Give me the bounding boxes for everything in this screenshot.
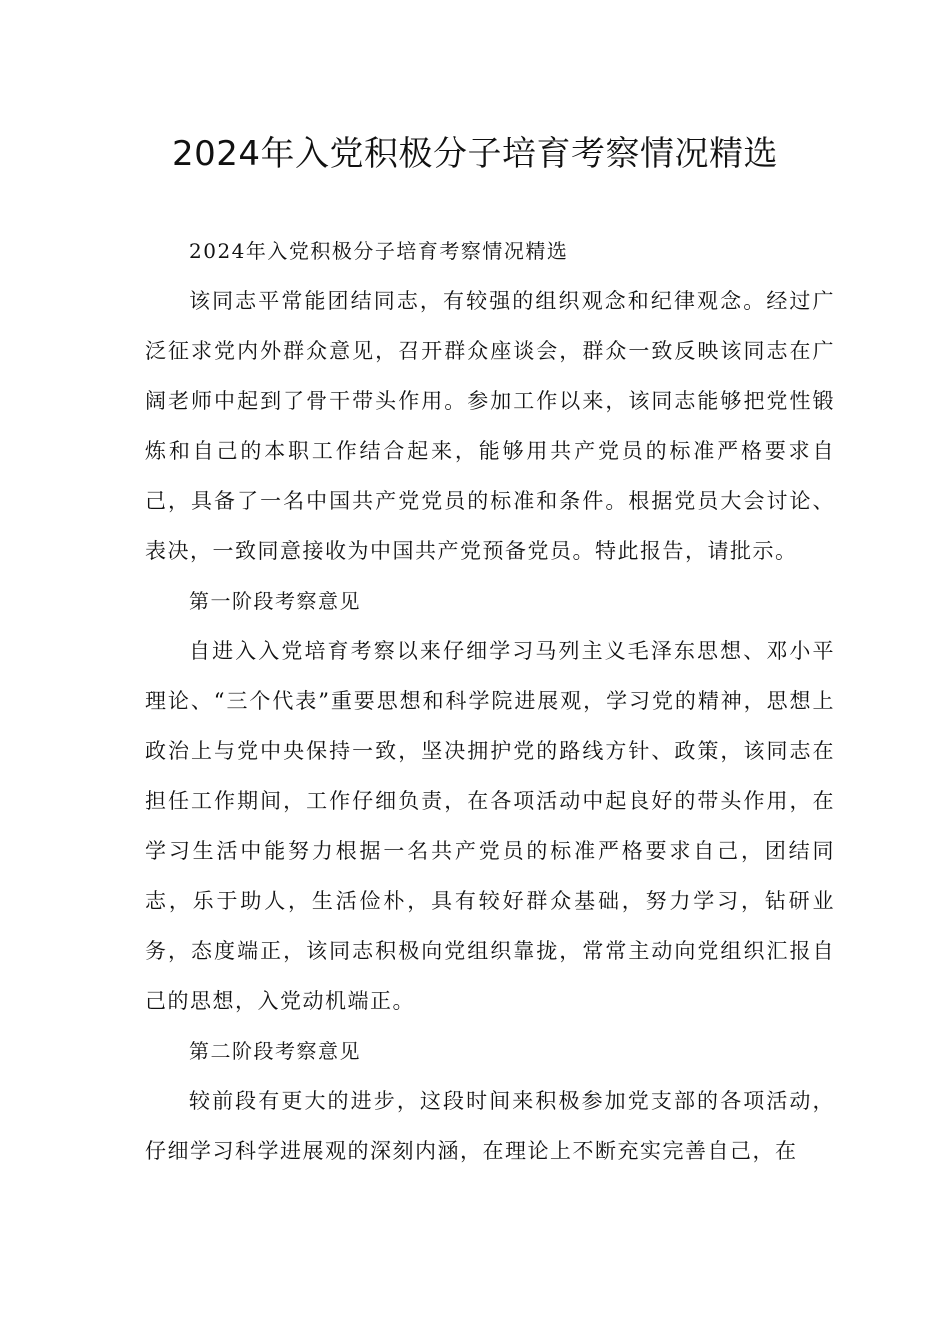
stage2-paragraph: 较前段有更大的进步，这段时间来积极参加党支部的各项活动，仔细学习科学进展观的深刻内涵，在理论上不断充实完善自己，在 — [145, 1089, 835, 1163]
stage2-heading: 第二阶段考察意见 — [189, 1039, 361, 1063]
stage1-paragraph: 自进入入党培育考察以来仔细学习马列主义毛泽东思想、邓小平理论、“三个代表”重要思想和科学院进展观，学习党的精神，思想上政治上与党中央保持一致，坚决拥护党的路线方针、政策，该同志在担任工作期间，工作仔细负责，在各项活动中起良好的带头作用，在学习生活中能努力根据一名共产党员的标准严格要求自己，团结同志，乐于助人，生活俭朴，具有较好群众基础，努力学习，钻研业务，态度端正，该同志积极向党组织靠拢，常常主动向党组织汇报自己的思想，入党动机端正。 — [145, 639, 835, 1013]
stage1-heading: 第一阶段考察意见 — [189, 589, 361, 613]
document-body — [145, 226, 835, 1176]
intro-paragraph: 该同志平常能团结同志，有较强的组织观念和纪律观念。经过广泛征求党内外群众意见，召开群众座谈会，群众一致反映该同志在广阔老师中起到了骨干带头作用。参加工作以来，该同志能够把党性锻炼和自己的本职工作结合起来，能够用共产党员的标准严格要求自己，具备了一名中国共产党党员的标准和条件。根据党员大会讨论、表决，一致同意接收为中国共产党预备党员。特此报告，请批示。 — [145, 289, 835, 563]
document-title: 2024年入党积极分子培育考察情况精选 — [171, 134, 779, 174]
document-subtitle: 2024年入党积极分子培育考察情况精选 — [189, 239, 569, 263]
